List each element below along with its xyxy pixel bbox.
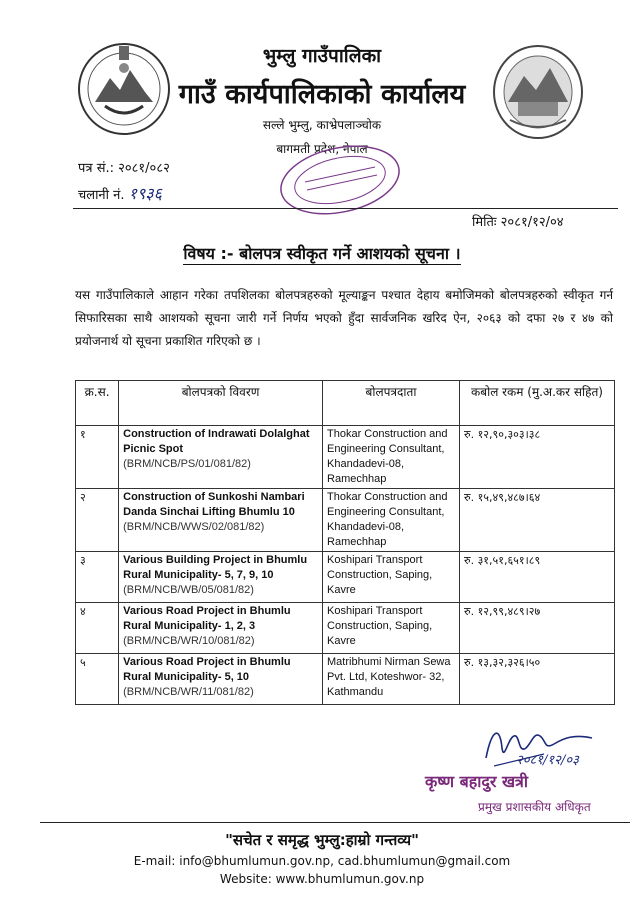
row-title: Construction of Sunkoshi Nambari Danda Sinchai Lifting Bhumlu 10 (123, 491, 305, 518)
row-amount: रु. १२,९०,३०३।३८ (460, 426, 615, 489)
row-code: (BRM/NCB/WB/05/081/82) (123, 584, 254, 596)
header-amount: कबोल रकम (मु.अ.कर सहित) (460, 381, 615, 426)
row-bidder: Thokar Construction and Engineering Consultant, Khandadevi-08, Ramechhap (323, 489, 460, 552)
letter-number (78, 158, 170, 176)
signature-date: २०८१/१२/०३ (516, 753, 579, 768)
footer-website: Website: www.bhumlumun.gov.np (219, 872, 425, 886)
office-name: गाउँ कार्यपालिकाको कार्यालय (178, 79, 466, 110)
row-description (119, 603, 323, 654)
bid-table (75, 380, 615, 705)
header-divider (73, 208, 618, 209)
province-line: बागमती प्रदेश, नेपाल (276, 142, 368, 156)
row-code: (BRM/NCB/WR/11/081/82) (123, 686, 254, 698)
signatory-title: प्रमुख प्रशासकीय अधिकृत (478, 800, 591, 814)
row-bidder: Matribhumi Nirman Sewa Pvt. Ltd, Koteshwor- 32, Kathmandu (323, 654, 460, 705)
signature (474, 718, 604, 778)
row-bidder: Koshipari Transport Construction, Saping, Kavre (323, 552, 460, 603)
row-title: Construction of Indrawati Dolalghat Picnic Spot (123, 428, 310, 455)
row-code: (BRM/NCB/WR/10/081/82) (123, 635, 255, 647)
row-serial: १ (76, 426, 119, 489)
row-description (119, 552, 323, 603)
signatory-name: कृष्ण बहादुर खत्री (425, 772, 529, 791)
table-row (76, 654, 615, 705)
notice-date: मितिः २०८१/१२/०४ (472, 215, 564, 230)
row-amount: रु. १२,९९,४८९।२७ (460, 603, 615, 654)
footer-email: E-mail: info@bhumlumun.gov.np, cad.bhumlumun@gmail.com (133, 854, 511, 868)
dispatch-number-label: चलानी नं. (78, 188, 125, 203)
table-row (76, 426, 615, 489)
table-row (76, 489, 615, 552)
row-description (119, 489, 323, 552)
footer-divider (40, 822, 630, 823)
letter-number-value: २०८१/०८२ (118, 161, 170, 176)
row-description (119, 426, 323, 489)
row-description (119, 654, 323, 705)
municipality-name: भुम्लु गाउँपालिका (262, 45, 382, 67)
row-title: Various Road Project in Bhumlu Rural Municipality- 5, 10 (123, 656, 291, 683)
subject-text: विषय :- बोलपत्र स्वीकृत गर्ने आशयको सूचना । (183, 244, 461, 263)
row-serial: २ (76, 489, 119, 552)
row-serial: ४ (76, 603, 119, 654)
row-bidder: Thokar Construction and Engineering Consultant, Khandadevi-08, Ramechhap (323, 426, 460, 489)
table-header-row (76, 381, 615, 426)
address-line: सल्ले भुम्लु, काभ्रेपलाञ्चोक (262, 118, 382, 132)
letter-number-label: पत्र सं.: (78, 161, 114, 176)
row-code: (BRM/NCB/PS/01/081/82) (123, 458, 251, 470)
dispatch-number-value: १९३६ (128, 184, 162, 203)
row-title: Various Road Project in Bhumlu Rural Municipality- 1, 2, 3 (123, 605, 291, 632)
row-amount: रु. १३,३२,३२६।५० (460, 654, 615, 705)
footer-motto: "सचेत र समृद्ध भुम्लु:हाम्रो गन्तव्य" (225, 831, 419, 849)
row-serial: ३ (76, 552, 119, 603)
header-description: बोलपत्रको विवरण (119, 381, 323, 426)
dispatch-number (78, 182, 162, 204)
row-bidder: Koshipari Transport Construction, Saping, Kavre (323, 603, 460, 654)
header-bidder: बोलपत्रदाता (323, 381, 460, 426)
table-row (76, 603, 615, 654)
notice-paragraph: यस गाउँपालिकाले आहान गरेका तपशिलका बोलपत्रहरुको मूल्याङ्कन पश्चात देहाय बमोजिमको बोलपत्रहरुको स्वीकृत गर्न सिफारिसका साथै आशयको सूचना जारी गर्ने निर्णय भएको हुँदा सार्वजनिक खरिद ऐन, २०६३ को दफा २७ र ४७ को प्रयोजनार्थ यो सूचना प्रकाशित गरिएको छ । (75, 288, 613, 348)
subject-heading (0, 242, 644, 264)
office-stamp (275, 142, 405, 218)
table-row (76, 552, 615, 603)
row-amount: रु. १५,४९,४८७।६४ (460, 489, 615, 552)
row-title: Various Building Project in Bhumlu Rural Municipality- 5, 7, 9, 10 (123, 554, 308, 581)
row-amount: रु. ३१,५१,६५१।८९ (460, 552, 615, 603)
header-serial: क्र.स. (76, 381, 119, 426)
row-code: (BRM/NCB/WWS/02/081/82) (123, 521, 265, 533)
row-serial: ५ (76, 654, 119, 705)
